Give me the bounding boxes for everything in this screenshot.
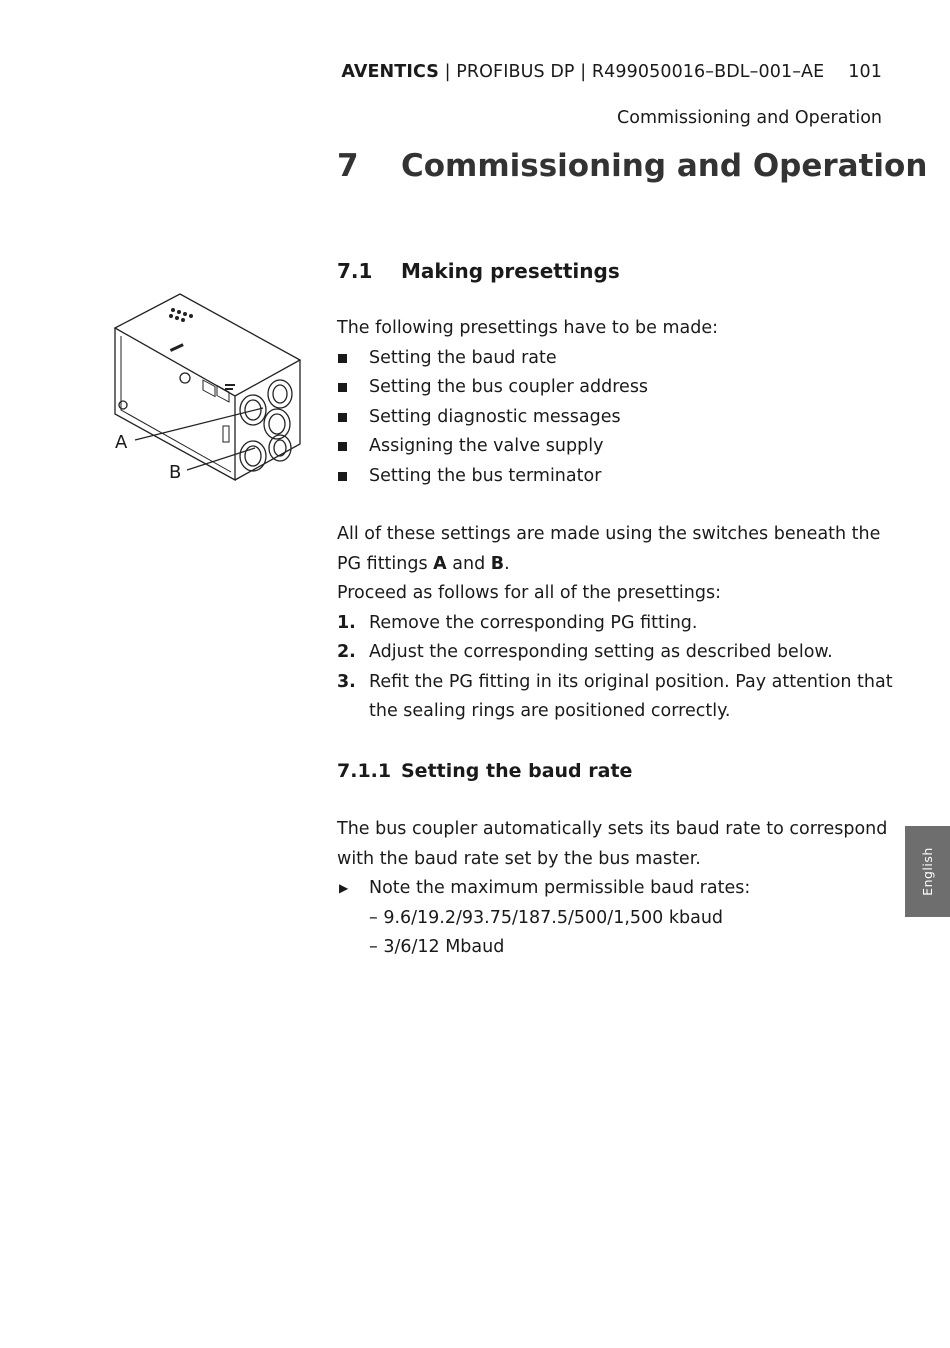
callout-label-b: B <box>169 462 182 483</box>
step-text: Adjust the corresponding setting as described below. <box>369 642 833 662</box>
bullet-square-icon <box>338 413 347 422</box>
note-text: Note the maximum permissible baud rates: <box>369 878 751 898</box>
list-item-text: Assigning the valve supply <box>369 436 604 456</box>
paragraph-text: . <box>504 553 510 574</box>
list-item-text: Setting the baud rate <box>369 347 557 368</box>
list-item <box>337 373 897 403</box>
step-number: 1. <box>337 612 356 633</box>
list-item-text: Setting the bus terminator <box>369 465 602 486</box>
step-item <box>337 609 897 639</box>
list-item <box>337 462 897 492</box>
note-item <box>337 874 897 904</box>
list-item <box>337 344 897 374</box>
bullet-square-icon <box>338 472 347 481</box>
fitting-b-ref: B <box>490 553 505 574</box>
section-number: 7.1 <box>337 259 373 283</box>
page-number: 101 <box>848 62 882 82</box>
section-heading-7-1 <box>337 259 620 283</box>
running-head: Commissioning and Operation <box>617 108 882 128</box>
section-title-text: Setting the baud rate <box>401 760 633 782</box>
rate-item: – 3/6/12 Mbaud <box>369 937 505 957</box>
fitting-a-ref: A <box>433 553 447 574</box>
step-number: 2. <box>337 642 356 662</box>
bullet-square-icon <box>338 383 347 392</box>
chapter-title <box>337 148 927 184</box>
step-item <box>337 638 897 668</box>
step-text: Remove the corresponding PG fitting. <box>369 612 698 633</box>
bullet-square-icon <box>338 442 347 451</box>
section-number: 7.1.1 <box>337 760 392 782</box>
presettings-text <box>337 314 897 491</box>
list-item-text: Setting diagnostic messages <box>369 406 621 427</box>
settings-explanation <box>337 520 897 727</box>
bullet-square-icon <box>338 354 347 363</box>
document-id: | PROFIBUS DP | R499050016–BDL–001–AE <box>438 62 825 82</box>
list-item <box>337 432 897 462</box>
paragraph-text: and <box>446 553 491 574</box>
paragraph-text: All of these settings are made using the switches beneath the PG fittings <box>337 524 881 574</box>
triangle-bullet-icon: ▶ <box>339 881 349 895</box>
brand-name: AVENTICS <box>341 62 439 82</box>
section-heading-7-1-1 <box>337 760 632 782</box>
step-text: Refit the PG fitting in its original position. Pay attention that the sealing rings are positioned correctly. <box>369 671 893 721</box>
step-number: 3. <box>337 671 356 692</box>
bus-coupler-illustration <box>105 288 310 488</box>
language-tab <box>905 826 950 917</box>
pg-fittings-paragraph <box>337 520 897 579</box>
procedure-steps <box>337 609 897 727</box>
proceed-paragraph: Proceed as follows for all of the presettings: <box>337 583 722 603</box>
callout-label-a: A <box>115 432 128 453</box>
chapter-number: 7 <box>337 148 359 184</box>
baud-rate-text <box>337 815 897 963</box>
rate-item: – 9.6/19.2/93.75/187.5/500/1,500 kbaud <box>369 907 724 928</box>
language-tab-label: English <box>920 847 936 896</box>
step-item <box>337 668 897 727</box>
chapter-title-text: Commissioning and Operation <box>401 148 928 184</box>
presettings-intro: The following presettings have to be made: <box>337 318 718 338</box>
document-header <box>341 62 882 82</box>
list-item-text: Setting the bus coupler address <box>369 377 649 397</box>
baud-rate-paragraph: The bus coupler automatically sets its baud rate to correspond with the baud rate set by the bus master. <box>337 819 888 869</box>
list-item <box>337 403 897 433</box>
presettings-list <box>337 344 897 492</box>
section-title-text: Making presettings <box>401 259 620 283</box>
